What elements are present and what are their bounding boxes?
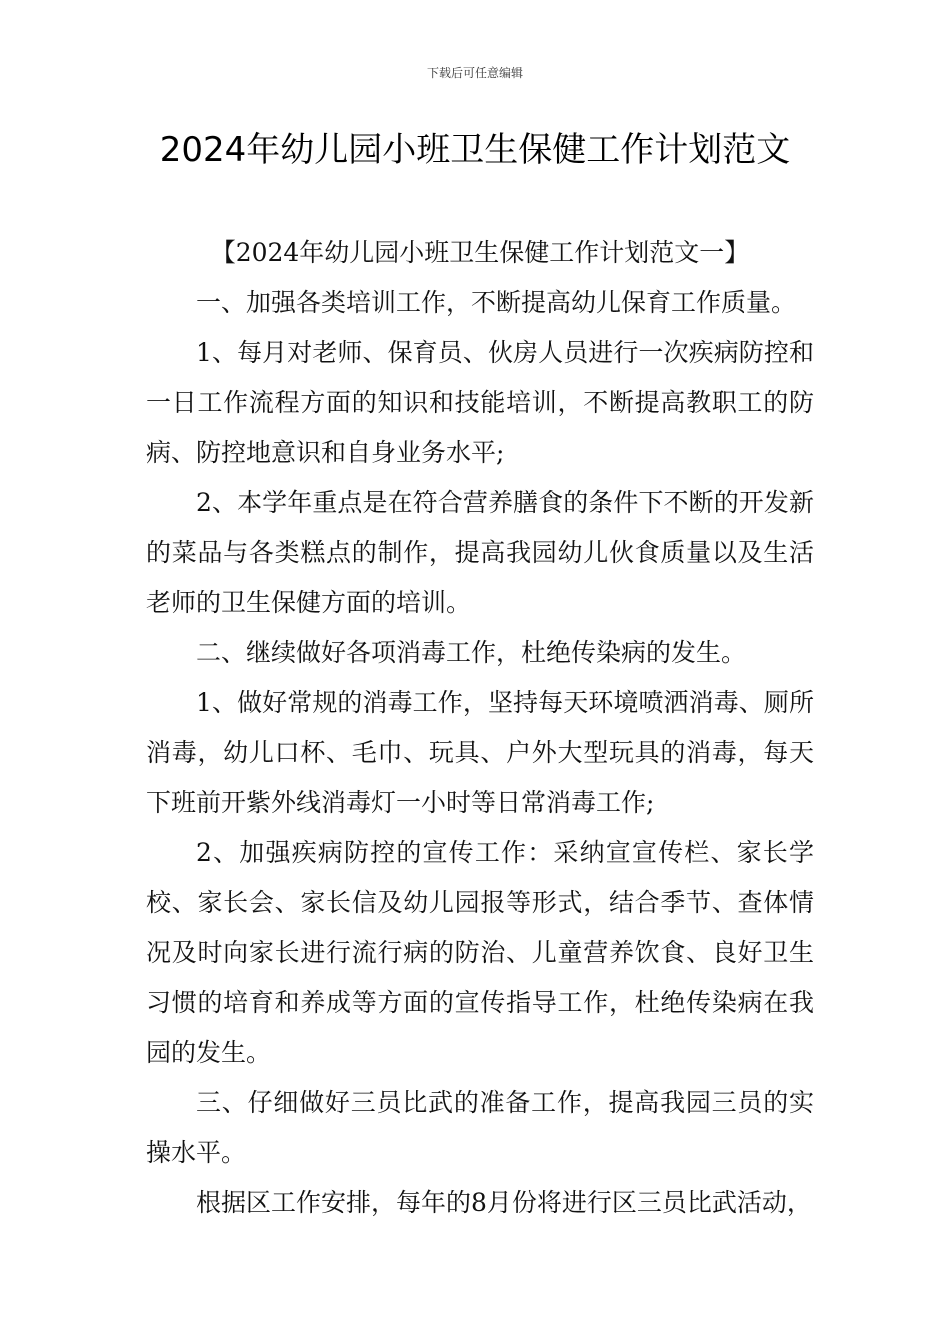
paragraph: 一、加强各类培训工作，不断提高幼儿保育工作质量。: [196, 288, 797, 317]
paragraph: 二、继续做好各项消毒工作，杜绝传染病的发生。: [196, 638, 747, 667]
paragraph: 2、本学年重点是在符合营养膳食的条件下不断的开发新的菜品与各类糕点的制作，提高我园幼儿伙食质量以及生活老师的卫生保健方面的培训。: [146, 488, 814, 617]
page-title: 2024年幼儿园小班卫生保健工作计划范文: [159, 130, 791, 170]
paragraph: 1、每月对老师、保育员、伙房人员进行一次疾病防控和一日工作流程方面的知识和技能培训，不断提高教职工的防病、防控地意识和自身业务水平;: [146, 338, 814, 467]
paragraph: 1、做好常规的消毒工作，坚持每天环境喷洒消毒、厕所消毒，幼儿口杯、毛巾、玩具、户外大型玩具的消毒，每天下班前开紫外线消毒灯一小时等日常消毒工作;: [146, 688, 814, 817]
section-heading: 【2024年幼儿园小班卫生保健工作计划范文一】: [210, 238, 750, 267]
document-body: [146, 228, 814, 1228]
paragraph: 根据区工作安排，每年的8月份将进行区三员比武活动，: [196, 1188, 812, 1217]
paragraph: 2、加强疾病防控的宣传工作：采纳宣宣传栏、家长学校、家长会、家长信及幼儿园报等形式，结合季节、查体情况及时向家长进行流行病的防治、儿童营养饮食、良好卫生习惯的培育和养成等方面的宣传指导工作，杜绝传染病在我园的发生。: [146, 838, 814, 1067]
header-note: 下载后可任意编辑: [426, 66, 523, 80]
paragraph: 三、仔细做好三员比武的准备工作，提高我园三员的实操水平。: [146, 1088, 814, 1167]
